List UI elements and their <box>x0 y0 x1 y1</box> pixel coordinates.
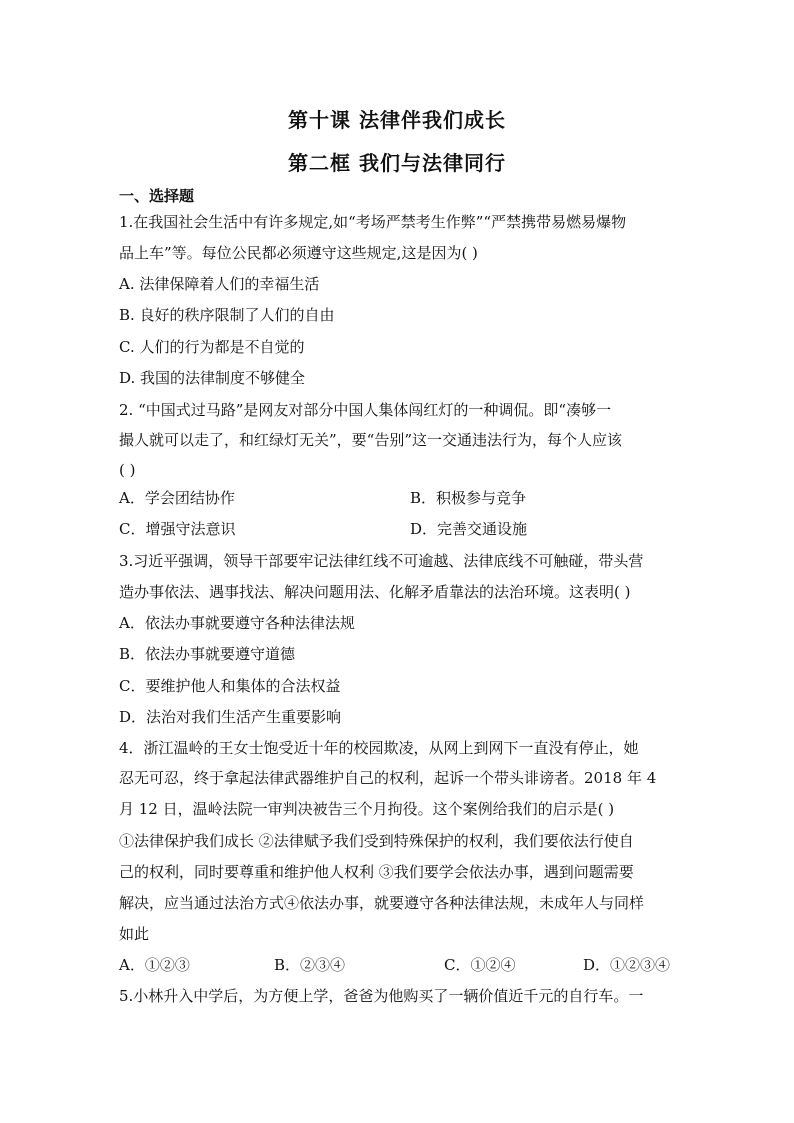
q1-option-a: A. 法律保障着人们的幸福生活 <box>119 275 320 293</box>
q1-stem-line-1: 1.在我国社会生活中有许多规定,如“考场严禁考生作弊”“严禁携带易燃易爆物 <box>119 213 627 231</box>
q4-stem-line-1: 4．浙江温岭的王女士饱受近十年的校园欺凌，从网上到网下一直没有停止，她 <box>119 739 639 757</box>
q4-statements-line-2: 己的权利，同时要尊重和维护他人权利 ③我们要学会依法办事，遇到问题需要 <box>119 863 634 881</box>
q3-option-d: D．法治对我们生活产生重要影响 <box>119 708 342 726</box>
q1-option-b: B. 良好的秩序限制了人们的自由 <box>119 306 335 324</box>
q4-option-c: C．①②④ <box>444 956 516 974</box>
q3-option-b: B．依法办事就要遵守道德 <box>119 645 296 663</box>
q3-option-c: C．要维护他人和集体的合法权益 <box>119 677 341 695</box>
q2-option-d: D．完善交通设施 <box>410 520 528 538</box>
section-heading: 一、选择题 <box>119 187 195 205</box>
q3-stem-line-2: 造办事依法、遇事找法、解决问题用法、化解矛盾靠法的法治环境。这表明( ) <box>119 583 631 601</box>
q5-stem-line-1: 5.小林升入中学后，为方便上学，爸爸为他购买了一辆价值近千元的自行车。一 <box>119 987 644 1005</box>
q3-stem-line-1: 3.习近平强调，领导干部要牢记法律红线不可逾越、法律底线不可触碰，带头营 <box>119 552 644 570</box>
q4-statements-line-1: ①法律保护我们成长 ②法律赋予我们受到特殊保护的权利，我们要依法行使自 <box>119 832 634 850</box>
q2-option-b: B．积极参与竞争 <box>410 489 527 507</box>
q4-option-d: D．①②③④ <box>583 956 671 974</box>
q2-option-a: A．学会团结协作 <box>119 489 235 507</box>
section-subtitle: 第二框 我们与法律同行 <box>288 151 506 175</box>
q1-stem-line-2: 品上车”等。每位公民都必须遵守这些规定,这是因为( ) <box>119 244 478 262</box>
q4-option-b: B．②③④ <box>274 956 346 974</box>
q4-option-a: A．①②③ <box>119 956 190 974</box>
q4-stem-line-2: 忍无可忍，终于拿起法律武器维护自己的权利，起诉一个带头诽谤者。2018 年 4 <box>119 769 657 787</box>
q2-stem-line-1: 2. “中国式过马路”是网友对部分中国人集体闯红灯的一种调侃。即“凑够一 <box>119 401 612 419</box>
lesson-title: 第十课 法律伴我们成长 <box>288 108 506 132</box>
q1-option-d: D. 我国的法律制度不够健全 <box>119 369 306 387</box>
q2-stem-line-2: 撮人就可以走了，和红绿灯无关”，要“告别”这一交通违法行为，每个人应该 <box>119 431 623 449</box>
q3-option-a: A．依法办事就要遵守各种法律法规 <box>119 614 355 632</box>
q4-stem-line-3: 月 12 日，温岭法院一审判决被告三个月拘役。这个案例给我们的启示是( ) <box>119 800 615 818</box>
q2-stem-line-3: ( ) <box>119 461 136 479</box>
q4-statements-line-3: 解决，应当通过法治方式④依法办事，就要遵守各种法律法规，未成年人与同样 <box>119 894 645 912</box>
q2-option-c: C．增强守法意识 <box>119 520 236 538</box>
q1-option-c: C. 人们的行为都是不自觉的 <box>119 338 305 356</box>
q4-statements-line-4: 如此 <box>119 925 150 943</box>
